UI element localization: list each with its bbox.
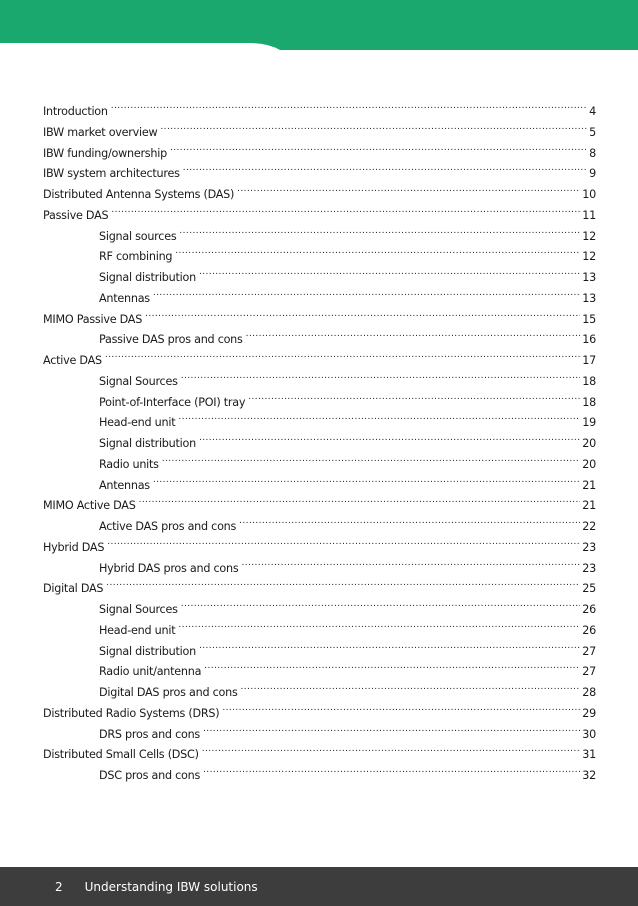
toc-entry-title: Point-of-Interface (POI) tray xyxy=(99,395,246,409)
toc-entry-title: IBW market overview xyxy=(43,125,158,139)
toc-dot-leader xyxy=(248,386,580,406)
toc-dot-leader xyxy=(145,303,580,323)
toc-entry-page: 18 xyxy=(582,374,596,388)
toc-entry-title: DRS pros and cons xyxy=(99,727,200,741)
toc-dot-leader xyxy=(153,282,580,302)
toc-entry-title: Signal sources xyxy=(99,229,177,243)
toc-entry-title: Digital DAS xyxy=(43,582,104,596)
toc-entry-title: Head-end unit xyxy=(99,623,176,637)
toc-entry-page: 11 xyxy=(582,208,596,222)
toc-dot-leader xyxy=(107,531,580,551)
toc-entry-page: 15 xyxy=(582,312,596,326)
toc-dot-leader xyxy=(203,718,580,738)
toc-entry-page: 16 xyxy=(582,333,596,347)
toc-entry-page: 32 xyxy=(582,769,596,782)
toc-entry-page: 23 xyxy=(582,540,596,554)
toc-entry-page: 17 xyxy=(582,354,596,367)
page-footer xyxy=(0,867,638,906)
toc-entry-title: Head-end unit xyxy=(99,416,176,430)
toc-entry-page: 25 xyxy=(582,582,596,596)
toc-dot-leader xyxy=(111,199,580,219)
toc-entry-page: 28 xyxy=(582,686,596,699)
toc-entry[interactable] xyxy=(43,344,596,365)
toc-dot-leader xyxy=(105,344,580,364)
toc-dot-leader xyxy=(181,593,581,613)
toc-entry-title: MIMO Active DAS xyxy=(43,499,136,513)
toc-dot-leader xyxy=(162,448,581,468)
toc-entry-page: 13 xyxy=(582,271,596,284)
toc-dot-leader xyxy=(239,510,580,530)
toc-entry-page: 8 xyxy=(589,146,596,160)
toc-entry-title: Signal distribution xyxy=(99,437,196,450)
toc-dot-leader xyxy=(111,95,587,115)
toc-dot-leader xyxy=(175,240,580,260)
toc-entry[interactable] xyxy=(43,531,596,552)
toc-entry-title: Signal Sources xyxy=(99,603,178,616)
toc-entry-page: 31 xyxy=(582,748,596,762)
toc-entry-page: 20 xyxy=(582,437,596,450)
toc-entry-title: Active DAS xyxy=(43,354,102,367)
toc-dot-leader xyxy=(139,489,581,509)
toc-entry-title: Signal distribution xyxy=(99,644,196,658)
toc-entry-title: DSC pros and cons xyxy=(99,769,201,782)
toc-entry-title: IBW system architectures xyxy=(43,167,180,181)
toc-entry[interactable] xyxy=(43,552,596,573)
toc-entry-title: Active DAS pros and cons xyxy=(99,520,237,533)
toc-entry[interactable] xyxy=(43,593,596,614)
toc-entry-page: 21 xyxy=(582,478,596,492)
toc-dot-leader xyxy=(160,116,587,136)
toc-entry-page: 9 xyxy=(589,167,596,181)
toc-entry-title: Distributed Small Cells (DSC) xyxy=(43,748,199,762)
toc-dot-leader xyxy=(106,572,580,592)
toc-entry-title: Antennas xyxy=(99,478,150,492)
toc-entry-page: 30 xyxy=(582,727,596,741)
toc-dot-leader xyxy=(241,676,581,696)
toc-entry-page: 23 xyxy=(582,561,596,575)
toc-entry-title: RF combining xyxy=(99,250,173,264)
toc-entry-title: Passive DAS xyxy=(43,208,109,222)
toc-entry-page: 21 xyxy=(582,499,596,513)
toc-entry-page: 4 xyxy=(589,105,596,118)
toc-entry-page: 13 xyxy=(582,291,596,305)
toc-entry[interactable] xyxy=(43,572,596,596)
toc-entry-title: Distributed Radio Systems (DRS) xyxy=(43,706,220,720)
toc-dot-leader xyxy=(181,365,581,385)
toc-entry[interactable] xyxy=(43,95,596,116)
toc-dot-leader xyxy=(170,137,587,157)
toc-entry-title: Signal distribution xyxy=(99,271,196,284)
toc-entry[interactable] xyxy=(43,199,596,220)
toc-dot-leader xyxy=(246,323,581,343)
toc-entry-title: Radio units xyxy=(99,457,159,471)
toc-entry-page: 27 xyxy=(582,665,596,679)
toc-dot-leader xyxy=(178,406,580,426)
toc-entry-title: MIMO Passive DAS xyxy=(43,312,143,326)
table-of-contents xyxy=(43,95,596,780)
toc-entry-title: Hybrid DAS xyxy=(43,540,105,554)
toc-dot-leader xyxy=(199,261,580,281)
toc-entry-page: 12 xyxy=(582,229,596,243)
toc-dot-leader xyxy=(203,759,580,779)
toc-entry[interactable] xyxy=(43,365,596,386)
toc-dot-leader xyxy=(199,427,580,447)
toc-entry-page: 5 xyxy=(589,125,596,139)
toc-entry-title: Digital DAS pros and cons xyxy=(99,686,238,699)
toc-entry-page: 10 xyxy=(582,188,596,201)
toc-entry-title: Radio unit/antenna xyxy=(99,665,202,679)
toc-dot-leader xyxy=(204,655,580,675)
toc-entry-page: 18 xyxy=(582,395,596,409)
toc-dot-leader xyxy=(183,157,587,177)
toc-entry-page: 27 xyxy=(582,644,596,658)
toc-dot-leader xyxy=(241,552,580,572)
toc-dot-leader xyxy=(179,220,580,240)
toc-entry-title: Hybrid DAS pros and cons xyxy=(99,561,239,575)
toc-entry-page: 29 xyxy=(582,706,596,720)
header-green-band xyxy=(0,0,638,62)
toc-entry-title: Introduction xyxy=(43,105,108,118)
toc-entry-page: 20 xyxy=(582,457,596,471)
toc-entry-page: 26 xyxy=(582,623,596,637)
toc-entry-page: 22 xyxy=(582,520,596,533)
toc-entry-page: 19 xyxy=(582,416,596,430)
toc-dot-leader xyxy=(202,738,581,758)
toc-dot-leader xyxy=(199,635,580,655)
toc-dot-leader xyxy=(178,614,580,634)
toc-entry[interactable] xyxy=(43,116,596,137)
toc-entry-title: Signal Sources xyxy=(99,374,178,388)
toc-entry-page: 12 xyxy=(582,250,596,264)
toc-entry-title: Distributed Antenna Systems (DAS) xyxy=(43,188,235,201)
toc-entry-title: Antennas xyxy=(99,291,150,305)
toc-entry-title: IBW funding/ownership xyxy=(43,146,167,160)
toc-entry-title: Passive DAS pros and cons xyxy=(99,333,243,347)
toc-entry[interactable] xyxy=(43,220,596,241)
toc-dot-leader xyxy=(237,178,580,198)
toc-dot-leader xyxy=(153,469,580,489)
toc-dot-leader xyxy=(222,697,580,717)
toc-entry-page: 26 xyxy=(582,603,596,616)
footer-page-number: 2 xyxy=(55,879,63,894)
footer-document-title: Understanding IBW solutions xyxy=(84,879,258,894)
